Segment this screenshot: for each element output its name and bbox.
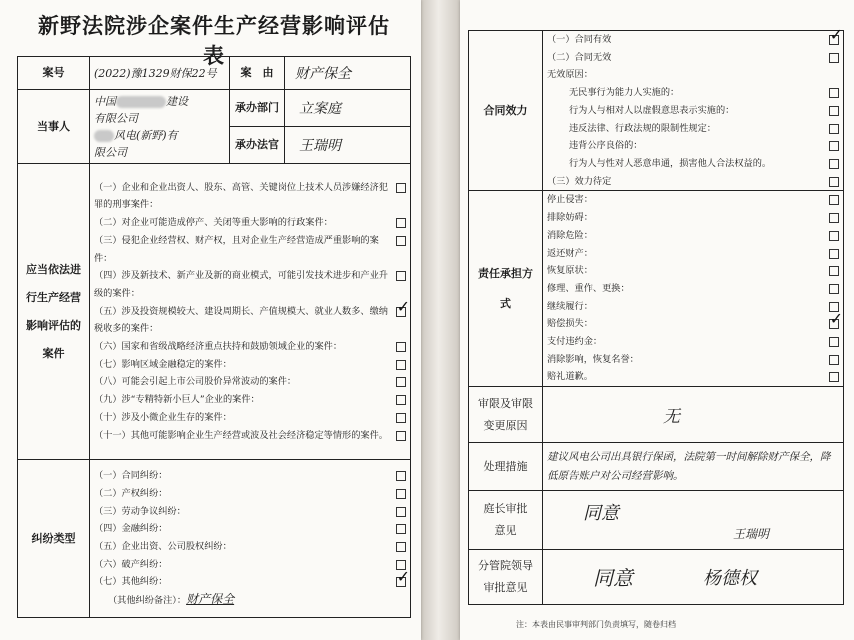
checkbox[interactable] xyxy=(396,271,406,281)
redaction-mark xyxy=(116,96,166,108)
item-text: 违反法律、行政法规的限制性规定： xyxy=(569,122,716,134)
item-text: （三）效力待定 xyxy=(547,175,612,187)
item-text: （一）企业和企业出资人、股东、高管、关键岗位上技术人员涉嫌经济犯罪的刑事案件： xyxy=(94,181,388,211)
assessment-label-line: 行生产经营 xyxy=(26,290,81,304)
party-line-3: 风电(新野)有 xyxy=(114,128,178,142)
item-text: 消除影响，恢复名誉： xyxy=(547,353,639,365)
dispute-item[interactable] xyxy=(94,556,410,574)
item-text: （十一）其他可能影响企业生产经营或波及社会经济稳定等情形的案件。 xyxy=(94,429,388,441)
chief-opinion[interactable]: 同意 xyxy=(583,503,619,525)
party-line-2: 有限公司 xyxy=(94,111,138,125)
dept-label: 承办部门 xyxy=(230,90,285,127)
liability-item[interactable] xyxy=(547,309,843,333)
assessment-item[interactable] xyxy=(94,338,410,356)
contract-label: 合同效力 xyxy=(469,31,543,191)
contract-items xyxy=(543,25,844,191)
liability-item[interactable] xyxy=(547,191,843,209)
item-text: （一）合同纠纷： xyxy=(94,470,168,482)
item-text: 违背公序良俗的： xyxy=(569,140,643,152)
checkbox[interactable] xyxy=(829,159,839,169)
vp-label-line: 审批意见 xyxy=(483,581,528,595)
page-gutter xyxy=(421,0,460,640)
item-text: （二）合同无效 xyxy=(547,51,612,63)
checkbox[interactable] xyxy=(396,489,406,499)
checkbox[interactable] xyxy=(396,183,406,193)
liability-label-line: 责任承担方 xyxy=(478,266,533,280)
assessment-item[interactable] xyxy=(94,267,410,302)
measure-value[interactable]: 建议风电公司出具银行保函，法院第一时间解除财产保全，降低原告账户对公司经营影响。 xyxy=(543,443,844,491)
check-mark-icon: ✓ xyxy=(829,25,843,44)
form-table-right xyxy=(468,25,844,605)
item-text: （十）涉及小微企业生存的案件： xyxy=(94,411,232,423)
item-text: （七）影响区域金融稳定的案件： xyxy=(94,358,232,370)
other-note-label: （其他纠纷备注）： xyxy=(108,595,187,607)
vp-signature: 杨德权 xyxy=(703,568,757,590)
vp-label-line: 分管院领导 xyxy=(478,559,533,573)
dept-value: 立案庭 xyxy=(285,90,411,127)
checkbox[interactable] xyxy=(829,195,839,205)
vp-opinion[interactable]: 同意 xyxy=(593,566,633,591)
dispute-items xyxy=(90,460,411,618)
limit-label xyxy=(469,387,543,443)
liability-item[interactable] xyxy=(547,262,843,280)
contract-pending[interactable] xyxy=(547,173,843,191)
assessment-item[interactable] xyxy=(94,296,410,338)
party-value xyxy=(90,90,230,164)
dispute-label: 纠纷类型 xyxy=(18,460,90,618)
item-text: 行为人与相对人以虚假意思表示实施的： xyxy=(569,104,735,116)
assessment-label-line: 案件 xyxy=(42,346,65,360)
item-text: （六）国家和省级战略经济重点扶持和鼓励领域企业的案件： xyxy=(94,341,343,353)
item-text: （二）对企业可能造成停产、关闭等重大影响的行政案件： xyxy=(94,217,333,229)
checkbox[interactable] xyxy=(829,266,839,276)
case-no-label: 案号 xyxy=(18,57,90,90)
item-text: 停止侵害： xyxy=(547,194,593,206)
item-text: 消除危险： xyxy=(547,229,593,241)
assessment-item[interactable] xyxy=(94,427,410,445)
assessment-label-line: 应当依法进 xyxy=(26,262,81,276)
invalid-reason[interactable] xyxy=(547,84,843,102)
vp-label xyxy=(469,550,543,605)
item-text: （四）涉及新技术、新产业及新的商业模式，可能引发技术进步和产业升级的案件： xyxy=(94,270,388,299)
dispute-item[interactable] xyxy=(94,503,410,521)
checkbox[interactable] xyxy=(829,88,839,98)
case-no-value: (2022)豫1329财保22号 xyxy=(90,57,230,90)
item-text: （七）其他纠纷： xyxy=(94,576,168,588)
liability-item[interactable] xyxy=(547,227,843,245)
dispute-item[interactable] xyxy=(94,485,410,503)
checkbox[interactable] xyxy=(829,355,839,365)
liability-item[interactable] xyxy=(547,245,843,263)
checkbox[interactable] xyxy=(396,236,406,246)
judge-value: 王瑞明 xyxy=(285,127,411,164)
checkbox[interactable] xyxy=(396,431,406,441)
party-line-1b: 建设 xyxy=(166,94,188,108)
liability-item[interactable] xyxy=(547,351,843,369)
vp-opinion-cell xyxy=(543,550,844,605)
item-text: （二）产权纠纷： xyxy=(94,487,168,499)
cause-label: 案 由 xyxy=(230,57,285,90)
assessment-item[interactable] xyxy=(94,232,410,267)
checkbox[interactable] xyxy=(396,471,406,481)
limit-value[interactable]: 无 xyxy=(543,387,844,443)
checkbox[interactable] xyxy=(396,413,406,423)
measure-label: 处理措施 xyxy=(469,443,543,491)
invalid-reason[interactable] xyxy=(547,155,843,173)
invalid-reason[interactable] xyxy=(547,120,843,138)
assessment-item[interactable] xyxy=(94,356,410,374)
right-page xyxy=(460,0,854,640)
item-text: 继续履行： xyxy=(547,300,593,312)
item-text: 无民事行为能力人实施的： xyxy=(569,87,680,99)
party-line-1: 中国 xyxy=(94,94,116,108)
other-note xyxy=(94,591,410,610)
liability-item[interactable] xyxy=(547,298,843,316)
redaction-mark-2 xyxy=(94,130,114,142)
chief-signature: 王瑞明 xyxy=(733,527,770,542)
invalid-reasons-title: 无效原因： xyxy=(547,69,593,81)
footnote: 注：本表由民事审判部门负责填写，随卷归档 xyxy=(516,620,676,629)
invalid-reason[interactable] xyxy=(547,137,843,155)
checkbox[interactable] xyxy=(829,231,839,241)
limit-label-line: 变更原因 xyxy=(483,418,528,432)
dispute-item[interactable] xyxy=(94,567,410,591)
item-text: 赔偿损失： xyxy=(547,318,593,330)
contract-invalid[interactable] xyxy=(547,49,843,67)
form-table-left xyxy=(17,56,411,618)
assessment-items xyxy=(90,164,411,460)
assessment-item[interactable] xyxy=(94,409,410,427)
item-text: （一）合同有效 xyxy=(547,34,612,45)
judge-label: 承办法官 xyxy=(230,127,285,164)
assessment-label xyxy=(18,164,90,460)
liability-item[interactable] xyxy=(547,209,843,227)
form-title: 新野法院涉企案件生产经营影响评估表 xyxy=(38,13,390,68)
liability-label-line: 式 xyxy=(500,296,511,310)
checkbox[interactable] xyxy=(396,377,406,387)
item-text: 返还财产： xyxy=(547,247,593,259)
dispute-item[interactable] xyxy=(94,467,410,485)
chief-label xyxy=(469,491,543,550)
left-page xyxy=(0,0,421,640)
checkbox[interactable] xyxy=(829,124,839,134)
check-mark-icon: ✓ xyxy=(829,309,843,329)
assessment-item[interactable] xyxy=(94,179,410,214)
item-text: 行为人与性对人恶意串通，损害他人合法权益的。 xyxy=(569,157,772,169)
assessment-item[interactable] xyxy=(94,373,410,391)
dispute-item[interactable] xyxy=(94,538,410,556)
dispute-item[interactable] xyxy=(94,520,410,538)
checkbox[interactable] xyxy=(396,542,406,552)
chief-opinion-cell xyxy=(543,491,844,550)
item-text: 排除妨碍： xyxy=(547,212,593,224)
checkbox[interactable] xyxy=(396,360,406,370)
item-text: （四）金融纠纷： xyxy=(94,523,168,535)
item-text: 支付违约金： xyxy=(547,336,603,348)
limit-label-line: 审限及审限 xyxy=(478,396,533,410)
chief-label-line: 意见 xyxy=(494,524,517,538)
checkbox[interactable] xyxy=(829,213,839,223)
item-text: （六）破产纠纷： xyxy=(94,558,168,570)
check-mark-icon: ✓ xyxy=(396,567,410,587)
liability-item[interactable] xyxy=(547,280,843,298)
liability-items xyxy=(543,191,844,387)
checkbox[interactable] xyxy=(396,507,406,517)
checkbox[interactable] xyxy=(396,218,406,228)
checkbox[interactable] xyxy=(829,337,839,347)
checkbox[interactable] xyxy=(829,141,839,151)
checkbox[interactable] xyxy=(829,284,839,294)
liability-item[interactable] xyxy=(547,368,843,386)
checkbox[interactable] xyxy=(829,372,839,382)
checkbox[interactable] xyxy=(396,342,406,352)
contract-valid[interactable] xyxy=(547,25,843,49)
item-text: （九）涉“专精特新小巨人”企业的案件： xyxy=(94,394,260,406)
item-text: （五）企业出资、公司股权纠纷： xyxy=(94,541,232,552)
check-mark-icon: ✓ xyxy=(396,296,410,316)
item-text: （三）劳动争议纠纷： xyxy=(94,505,186,517)
checkbox[interactable] xyxy=(829,249,839,259)
invalid-reason[interactable] xyxy=(547,102,843,120)
assessment-item[interactable] xyxy=(94,391,410,409)
checkbox[interactable] xyxy=(829,177,839,187)
item-text: （五）涉及投资规模较大、建设周期长、产值规模大、就业人数多、缴纳税收多的案件： xyxy=(94,305,388,335)
item-text: （八）可能会引起上市公司股价异常波动的案件： xyxy=(94,376,297,388)
assessment-item[interactable] xyxy=(94,214,410,232)
item-text: 赔礼道歉。 xyxy=(547,371,593,383)
liability-label xyxy=(469,191,543,387)
party-line-4: 限公司 xyxy=(94,145,127,159)
checkbox[interactable] xyxy=(829,53,839,63)
cause-value: 财产保全 xyxy=(285,57,411,90)
checkbox[interactable] xyxy=(829,106,839,116)
other-note-value[interactable]: 财产保全 xyxy=(186,592,235,607)
liability-item[interactable] xyxy=(547,333,843,351)
checkbox[interactable] xyxy=(396,524,406,534)
checkbox[interactable] xyxy=(396,395,406,405)
item-text: 修理、重作、更换： xyxy=(547,282,630,294)
item-text: 恢复原状： xyxy=(547,265,593,277)
chief-label-line: 庭长审批 xyxy=(483,502,528,516)
party-label: 当事人 xyxy=(18,90,90,164)
assessment-label-line: 影响评估的 xyxy=(26,318,81,332)
item-text: （三）侵犯企业经营权、财产权，且对企业生产经营造成严重影响的案件： xyxy=(94,234,379,264)
